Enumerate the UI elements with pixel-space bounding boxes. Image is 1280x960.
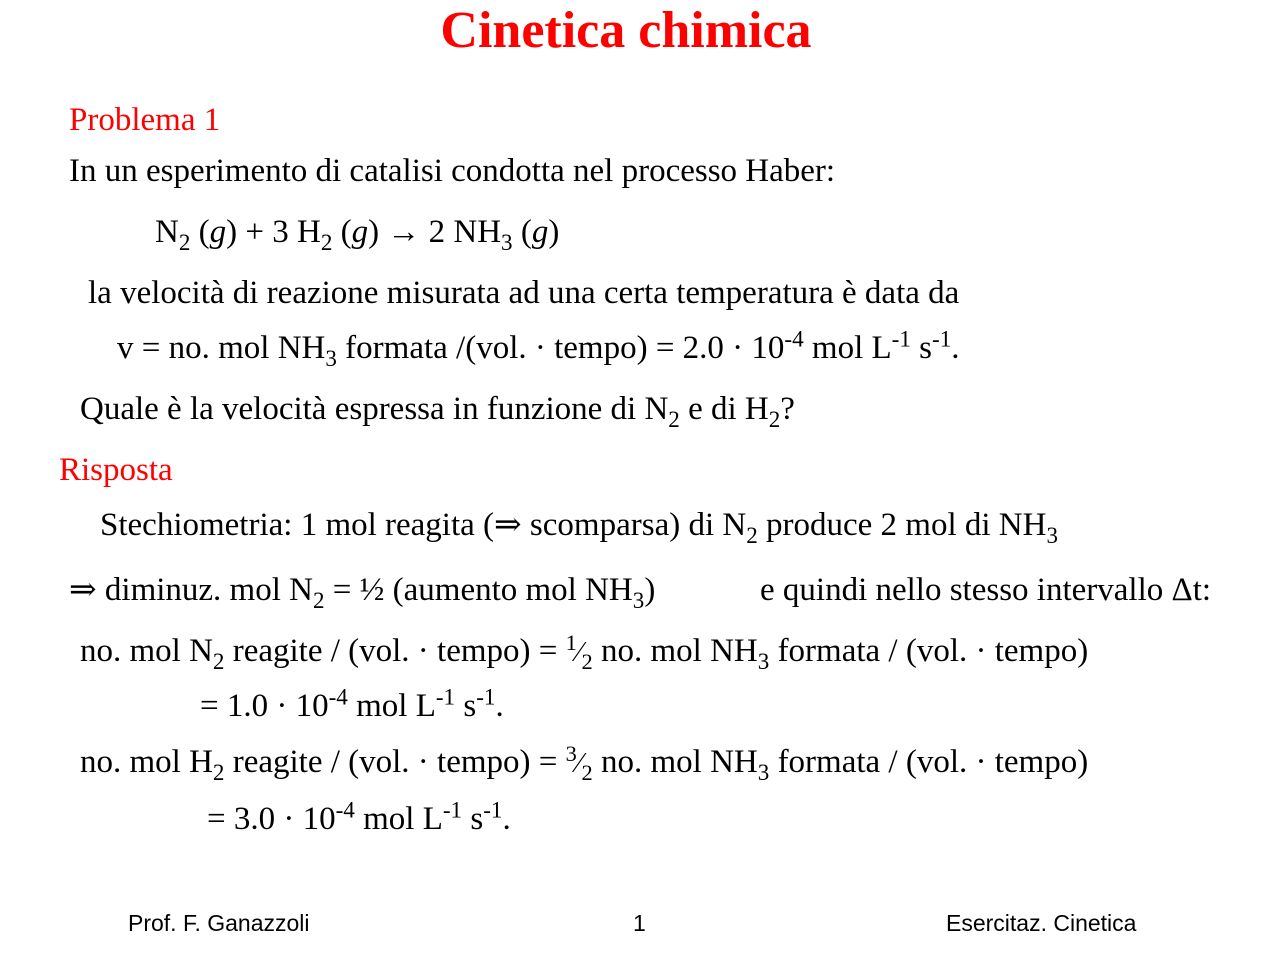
rate-equation: v = no. mol $NH_3$ formata /(vol. · tempo) = $2.0 \cdot 10^{-4}$ mol $L^{-1}$ $s^{-1}$. [117, 325, 960, 372]
three-halves-fraction: $^3⁄_2$ [565, 740, 593, 785]
footer-course: Esercitaz. Cinetica [946, 910, 1137, 936]
interval-text: e quindi nello stesso intervallo Δt: [760, 572, 1212, 608]
answer-heading: Risposta [59, 452, 173, 488]
h2-rate-equation: no. mol $H_2$ reagite / (vol. · tempo) = $^3⁄_2$ no. mol $NH_3$ formata / (vol. · tempo) [80, 740, 1089, 786]
problem-heading: Problema 1 [69, 102, 221, 138]
stoichiometry-text: Stechiometria: 1 mol reagita (⇒ scomparsa) di $N_2$ produce 2 mol di $NH_3$ [100, 507, 1059, 549]
footer-author: Prof. F. Ganazzoli [128, 910, 310, 936]
h2-rate-value: = $3.0 \cdot 10^{-4}$ mol $L^{-1}$ $s^{-1}$. [207, 796, 511, 837]
n2-rate-equation: no. mol $N_2$ reagite / (vol. · tempo) = $^1⁄_2$ no. mol $NH_3$ formata / (vol. · tempo) [80, 629, 1089, 675]
intro-text: In un esperimento di catalisi condotta nel processo Haber: [69, 153, 836, 189]
rate-sentence: la velocità di reazione misurata ad una certa temperatura è data da [88, 275, 960, 311]
one-half-fraction: $^1⁄_2$ [565, 629, 593, 674]
n2-rate-value: = $1.0 \cdot 10^{-4}$ mol $L^{-1}$ $s^{-1}$. [200, 683, 504, 724]
reaction-equation: $N_2$ (g) + 3 $H_2$ (g) → 2 $NH_3$ (g) [155, 214, 560, 256]
footer-page-number: 1 [633, 910, 646, 936]
decrease-relation: ⇒ diminuz. mol $N_2$ = ½ (aumento mol $NH_3$) [69, 572, 656, 614]
question-text: Quale è la velocità espressa in funzione di $N_2$ e di $H_2$? [80, 391, 795, 433]
slide-title: Cinetica chimica [440, 2, 812, 59]
